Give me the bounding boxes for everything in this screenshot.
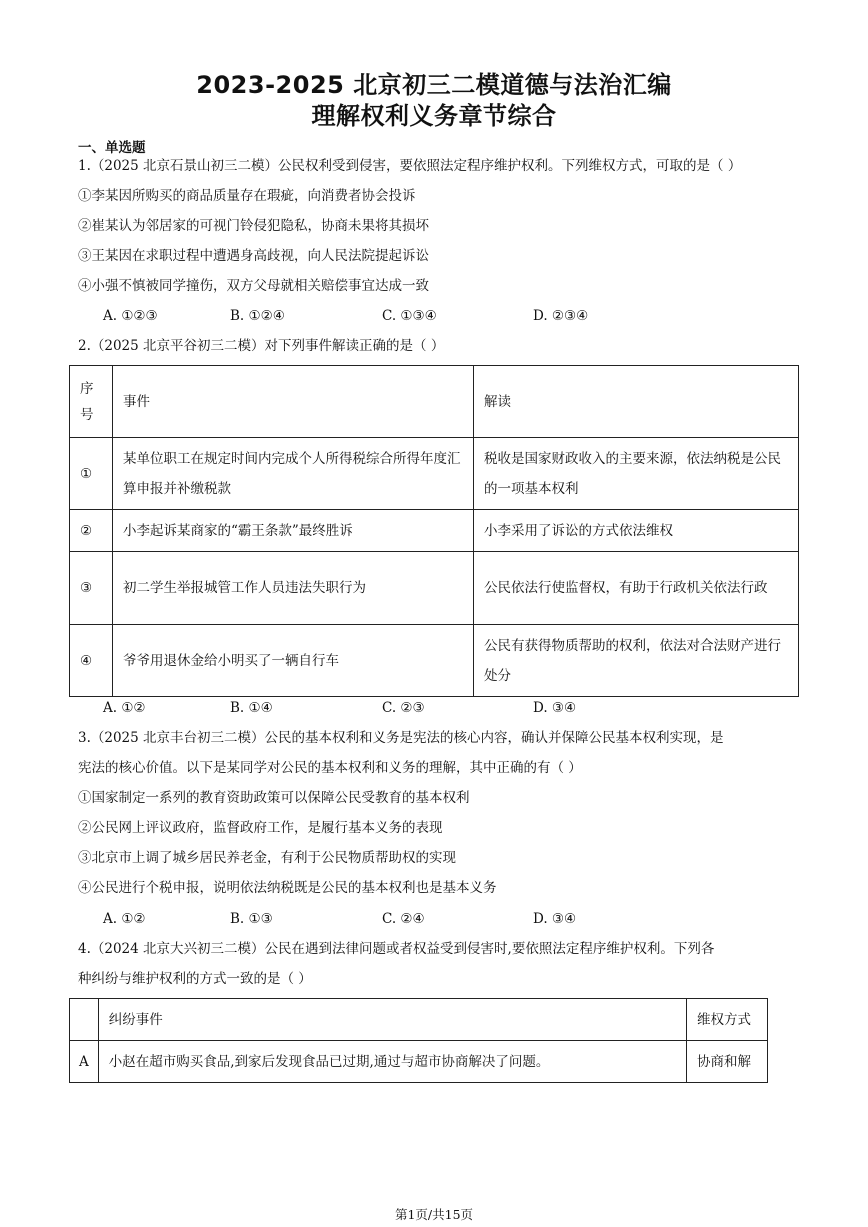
- q3-item-3: ③北京市上调了城乡居民养老金，有利于公民物质帮助权的实现: [78, 850, 456, 866]
- q3-option-d[interactable]: D. ③④: [533, 911, 577, 927]
- table-row: [70, 552, 799, 625]
- row-reading: 公民依法行使监督权，有助于行政机关依法行政: [474, 552, 799, 625]
- row-reading: 税收是国家财政收入的主要来源，依法纳税是公民的一项基本权利: [474, 438, 799, 510]
- row-reading: 公民有获得物质帮助的权利，依法对合法财产进行处分: [474, 625, 799, 697]
- row-event: 初二学生举报城管工作人员违法失职行为: [113, 552, 474, 625]
- row-event: 小李起诉某商家的“霸王条款”最终胜诉: [113, 510, 474, 552]
- table-row: [70, 510, 799, 552]
- header-cell-label: [70, 999, 99, 1041]
- q1-item-4: ④小强不慎被同学撞伤，双方父母就相关赔偿事宜达成一致: [78, 278, 429, 294]
- header-cell-method: 维权方式: [687, 999, 768, 1041]
- q2-option-b[interactable]: B. ①④: [230, 700, 273, 716]
- row-event: 某单位职工在规定时间内完成个人所得税综合所得年度汇算申报并补缴税款: [113, 438, 474, 510]
- document-title: 2023-2025 北京初三二模道德与法治汇编: [196, 71, 672, 99]
- q3-option-b[interactable]: B. ①③: [230, 911, 273, 927]
- header-cell-event: 纠纷事件: [98, 999, 686, 1041]
- q3-stem-line-2: 宪法的核心价值。以下是某同学对公民的基本权利和义务的理解，其中正确的有（ ）: [78, 760, 582, 776]
- q1-item-1: ①李某因所购买的商品质量存在瑕疵，向消费者协会投诉: [78, 188, 416, 204]
- table-row: [70, 1041, 768, 1083]
- row-no: ④: [70, 625, 113, 697]
- q2-table: [69, 365, 799, 697]
- header-cell-event: 事件: [113, 366, 474, 438]
- row-no: ①: [70, 438, 113, 510]
- row-method: 协商和解: [687, 1041, 768, 1083]
- q1-option-c[interactable]: C. ①③④: [382, 308, 437, 324]
- header-cell-no: 序号: [70, 366, 113, 438]
- header-cell-reading: 解读: [474, 366, 799, 438]
- table-row: [70, 625, 799, 697]
- q1-option-b[interactable]: B. ①②④: [230, 308, 285, 324]
- q4-table: [69, 998, 768, 1083]
- q2-option-a[interactable]: A. ①②: [103, 700, 146, 716]
- row-no: ②: [70, 510, 113, 552]
- q3-item-2: ②公民网上评议政府，监督政府工作，是履行基本义务的表现: [78, 820, 443, 836]
- table-row: [70, 438, 799, 510]
- q4-stem-line-1: 4.（2024 北京大兴初三二模）公民在遇到法律问题或者权益受到侵害时,要依照法定程序维护权利。下列各: [78, 941, 715, 957]
- q3-item-1: ①国家制定一系列的教育资助政策可以保障公民受教育的基本权利: [78, 790, 470, 806]
- q1-item-3: ③王某因在求职过程中遭遇身高歧视，向人民法院提起诉讼: [78, 248, 429, 264]
- q3-stem-line-1: 3.（2025 北京丰台初三二模）公民的基本权利和义务是宪法的核心内容，确认并保障公民基本权利实现，是: [78, 730, 724, 746]
- document-subtitle: 理解权利义务章节综合: [311, 102, 557, 130]
- q2-option-c[interactable]: C. ②③: [382, 700, 425, 716]
- row-reading: 小李采用了诉讼的方式依法维权: [474, 510, 799, 552]
- q3-item-4: ④公民进行个税申报，说明依法纳税既是公民的基本权利也是基本义务: [78, 880, 497, 896]
- table-header-row: [70, 999, 768, 1041]
- q2-option-d[interactable]: D. ③④: [533, 700, 577, 716]
- q1-item-2: ②崔某认为邻居家的可视门铃侵犯隐私，协商未果将其损坏: [78, 218, 429, 234]
- q1-option-d[interactable]: D. ②③④: [533, 308, 589, 324]
- q3-option-c[interactable]: C. ②④: [382, 911, 425, 927]
- table-header-row: [70, 366, 799, 438]
- row-no: ③: [70, 552, 113, 625]
- row-event: 爷爷用退休金给小明买了一辆自行车: [113, 625, 474, 697]
- q3-option-a[interactable]: A. ①②: [103, 911, 146, 927]
- q1-option-a[interactable]: A. ①②③: [103, 308, 158, 324]
- q4-stem-line-2: 种纠纷与维护权利的方式一致的是（ ）: [78, 971, 312, 987]
- q1-stem: 1.（2025 北京石景山初三二模）公民权利受到侵害，要依照法定程序维护权利。下列维权方式，可取的是（ ）: [78, 158, 742, 174]
- page-number: 第1页/共15页: [394, 1207, 474, 1222]
- row-label: A: [70, 1041, 99, 1083]
- section-heading: 一、单选题: [78, 140, 146, 156]
- row-event: 小赵在超市购买食品,到家后发现食品已过期,通过与超市协商解决了问题。: [98, 1041, 686, 1083]
- q2-stem: 2.（2025 北京平谷初三二模）对下列事件解读正确的是（ ）: [78, 338, 445, 354]
